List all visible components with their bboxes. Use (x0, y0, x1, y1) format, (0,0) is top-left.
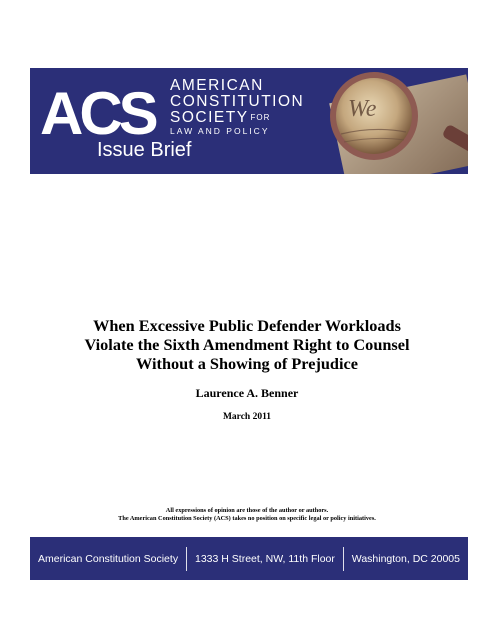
footer-organization: American Constitution Society (38, 552, 179, 565)
disclaimer (40, 507, 454, 523)
document-title (60, 316, 434, 373)
org-line-4: LAW AND POLICY (170, 126, 270, 136)
svg-text:We: We (348, 96, 377, 122)
header-banner (30, 68, 468, 174)
acs-logo (40, 82, 190, 142)
author-name: Laurence A. Benner (195, 386, 299, 400)
title-line: Without a Showing of Prejudice (136, 354, 358, 373)
title-line: Violate the Sixth Amendment Right to Counsel (84, 335, 410, 354)
footer-bar (30, 537, 468, 580)
footer-city: Washington, DC 20005 (351, 552, 460, 565)
publication-date: March 2011 (222, 412, 272, 422)
org-line-1: AMERICAN (170, 77, 264, 94)
org-line-2: CONSTITUTION (170, 93, 305, 110)
issue-brief-label: Issue Brief (97, 139, 192, 161)
org-line-3 (170, 110, 304, 126)
disclaimer-line: All expressions of opinion are those of the author or authors. (165, 507, 329, 514)
title-line: When Excessive Public Defender Workloads (93, 316, 401, 335)
org-line-3-society: SOCIETY (170, 109, 249, 126)
magnifying-glass-icon (296, 68, 468, 174)
footer-divider (186, 547, 187, 571)
organization-name (170, 78, 304, 136)
acs-logo-text: ACS (40, 82, 155, 142)
org-line-3-for: FOR (250, 113, 271, 122)
footer-street-address: 1333 H Street, NW, 11th Floor (195, 552, 335, 565)
footer-divider (343, 547, 344, 571)
disclaimer-line: The American Constitution Society (ACS) takes no position on specific legal or policy initiatives. (118, 515, 376, 522)
